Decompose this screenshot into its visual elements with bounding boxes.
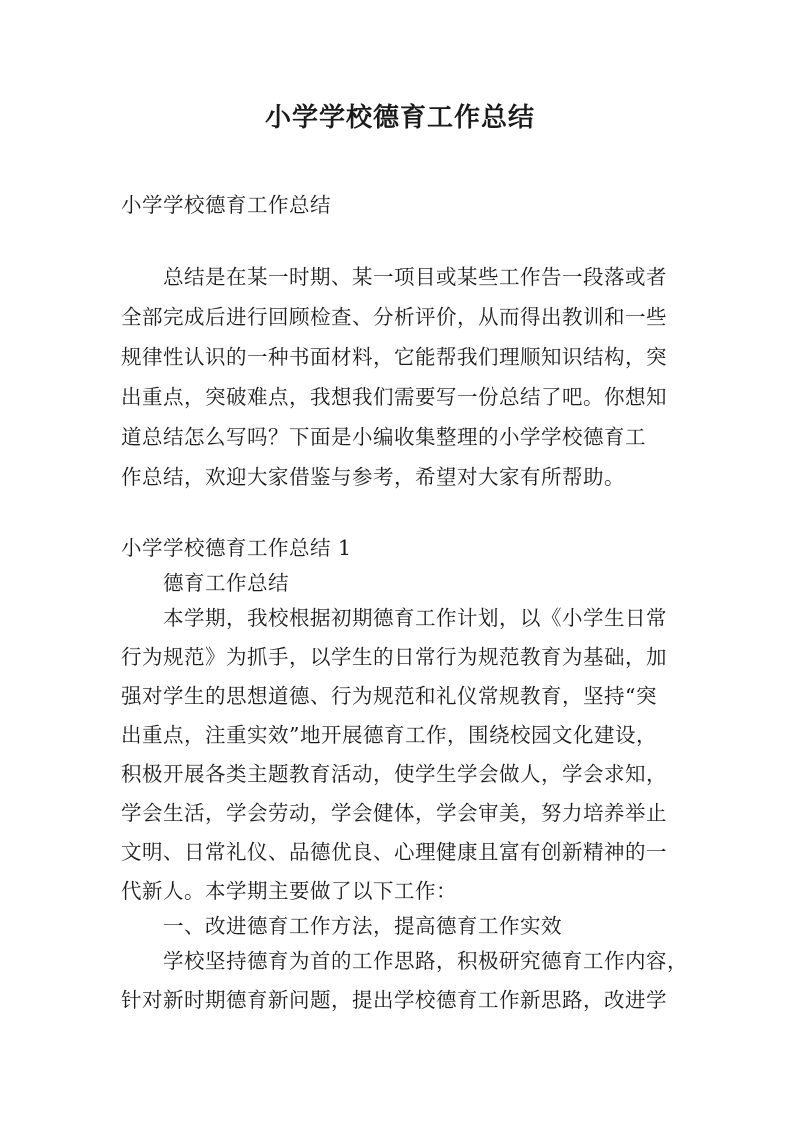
point-heading: 一、改进德育工作方法，提高德育工作实效 <box>163 914 562 938</box>
section-para-line: 学会生活，学会劳动，学会健体，学会审美，努力培养举止 <box>121 801 667 825</box>
section-para-line: 强对学生的思想道德、行为规范和礼仪常规教育，坚持“突 <box>121 684 657 708</box>
section-heading: 小学学校德育工作总结 1 <box>121 536 352 560</box>
intro-line: 道总结怎么写吗？下面是小编收集整理的小学学校德育工 <box>121 425 646 449</box>
document-title: 小学学校德育工作总结 <box>264 103 535 133</box>
point-para-line: 学校坚持德育为首的工作思路，积极研究德育工作内容， <box>163 949 688 973</box>
intro-line: 出重点，突破难点，我想我们需要写一份总结了吧。你想知 <box>121 385 667 409</box>
point-para-line: 针对新时期德育新问题，提出学校德育工作新思路，改进学 <box>121 988 667 1012</box>
section-para-line: 行为规范》为抓手，以学生的日常行为规范教育为基础，加 <box>121 645 667 669</box>
intro-line: 规律性认识的一种书面材料，它能帮我们理顺知识结构，突 <box>121 345 667 369</box>
section-subheading: 德育工作总结 <box>163 571 289 595</box>
intro-line: 总结是在某一时期、某一项目或某些工作告一段落或者 <box>163 265 667 289</box>
intro-line: 全部完成后进行回顾检查、分析评价，从而得出教训和一些 <box>121 305 667 329</box>
section-para-line: 积极开展各类主题教育活动，使学生学会做人，学会求知， <box>121 762 667 786</box>
document-subtitle: 小学学校德育工作总结 <box>121 193 331 217</box>
section-para-line: 文明、日常礼仪、品德优良、心理健康且富有创新精神的一 <box>121 840 667 864</box>
section-para-line: 代新人。本学期主要做了以下工作： <box>121 879 457 903</box>
section-para-line: 出重点，注重实效”地开展德育工作，围绕校园文化建设， <box>121 723 657 747</box>
section-para-line: 本学期，我校根据初期德育工作计划，以《小学生日常 <box>163 606 667 630</box>
intro-line: 作总结，欢迎大家借鉴与参考，希望对大家有所帮助。 <box>121 465 625 489</box>
